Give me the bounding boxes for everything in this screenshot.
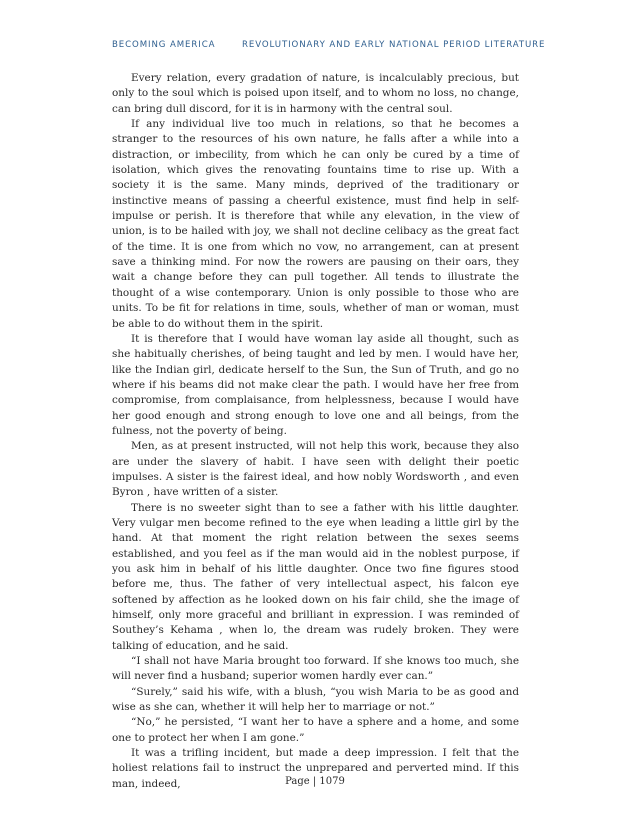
paragraph: It was a trifling incident, but made a deep impression. I felt that the holiest relations fail to instruct the unprepared and perverted mind. If this man, indeed, [112,747,519,790]
paragraph: It is therefore that I would have woman lay aside all thought, such as she habitually cherishes, of being taught and led by men. I would have her, like the Indian girl, dedicate herself to the Sun, the Sun of Truth, and go no where if his beams did not make clear the path. I would have her free from compromise, from complaisance, from helplessness, because I would have her good enough and strong enough to love one and all beings, from the fulness, not the poverty of being. [112,332,519,437]
paragraph: If any individual live too much in relations, so that he becomes a stranger to the resources of his own nature, he falls after a while into a distraction, or imbecility, from which he can only be cured by a time of isolation, which gives the renovating fountains time to rise up. With a society it is the same. Many minds, deprived of the traditionary or instinctive means of passing a cheerful existence, must find help in self-impulse or perish. It is therefore that while any elevation, in the view of union, is to be hailed with joy, we shall not decline celibacy as the great fact of the time. It is one from which no vow, no arrangement, can at present save a thinking mind. For now the rowers are pausing on their oars, they wait a change before they can pull together. All tends to illustrate the thought of a wise contemporary. Union is only possible to those who are units. To be fit for relations in time, souls, whether of man or woman, must be able to do without them in the spirit. [112,118,519,330]
paragraph: There is no sweeter sight than to see a father with his little daughter. Very vulgar men become refined to the eye when leading a little girl by the hand. At that moment the right relation between the sexes seems established, and you feel as if the man would aid in the noblest purpose, if you ask him in behalf of his little daughter. Once two fine figures stood before me, thus. The father of very intellectual aspect, his falcon eye softened by affection as he looked down on his fair child, she the image of himself, only more graceful and brilliant in expression. I was reminded of Southey’s Kehama , when lo, the dream was rudely broken. They were talking of education, and he said. [112,501,519,652]
paragraph: “Surely,” said his wife, with a blush, “you wish Maria to be as good and wise as she can, whether it will help her to marriage or not.” [112,685,519,714]
paragraph: “No,” he persisted, “I want her to have a sphere and a home, and some one to protect her when I am gone.” [112,716,519,744]
paragraph: “I shall not have Maria brought too forward. If she knows too much, she will never find a husband; superior women hardly ever can.” [112,655,519,683]
page-number: Page | 1079 [285,776,345,787]
book-title: BECOMING AMERICA [112,40,216,50]
paragraph: Men, as at present instructed, will not help this work, because they also are under the slavery of habit. I have seen with delight their poetic impulses. A sister is the fairest ideal, and how nobly Wordsworth , and even Byron , have written of a sister. [112,440,519,499]
section-title: REVOLUTIONARY AND EARLY NATIONAL PERIOD LITERATURE [242,40,546,50]
body-text [112,71,519,792]
paragraph: Every relation, every gradation of nature, is incalculably precious, but only to the soul which is poised upon itself, and to whom no loss, no change, can bring dull discord, for it is in harmony with the central soul. [112,72,519,115]
